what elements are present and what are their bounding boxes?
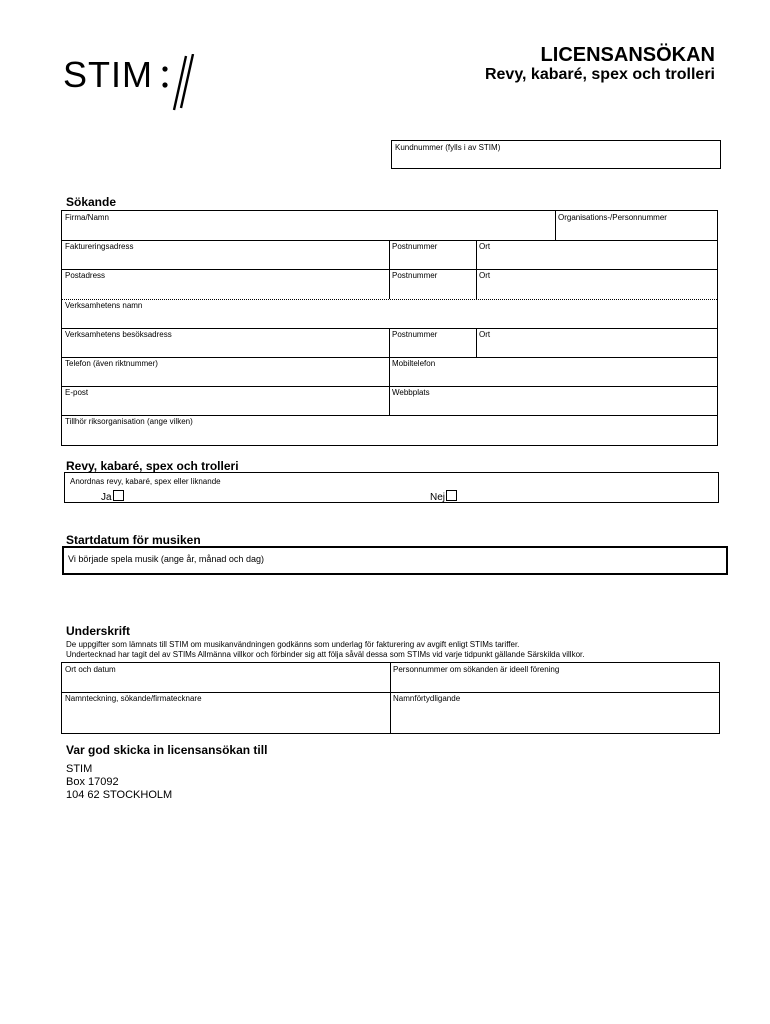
yes-label: Ja bbox=[101, 492, 112, 503]
signature-terms-text-1: De uppgifter som lämnats till STIM om musikanvändningen godkänns som underlag för fakturering av avgift enligt STIMs tariffer. bbox=[66, 640, 520, 649]
postal-address-label: Postadress bbox=[65, 271, 106, 280]
yes-checkbox[interactable] bbox=[113, 490, 124, 501]
website-label: Webbplats bbox=[392, 388, 430, 397]
firm-name-label: Firma/Namn bbox=[65, 213, 110, 222]
customer-number-field[interactable] bbox=[391, 140, 721, 169]
email-label: E-post bbox=[65, 388, 89, 397]
firm-name-field[interactable] bbox=[62, 211, 555, 240]
email-field[interactable] bbox=[62, 386, 389, 415]
logo-mark-icon bbox=[160, 54, 210, 114]
start-date-label: Vi började spela musik (ange år, månad och dag) bbox=[68, 554, 264, 564]
place-date-label: Ort och datum bbox=[65, 665, 116, 674]
mobile-field[interactable] bbox=[389, 357, 717, 386]
no-label: Nej bbox=[430, 492, 446, 503]
address-line-1: STIM bbox=[66, 763, 93, 775]
postal-address-field[interactable] bbox=[62, 269, 389, 299]
start-date-section-title: Startdatum för musiken bbox=[66, 533, 201, 547]
applicant-section-title: Sökande bbox=[66, 195, 117, 209]
signature-terms-text-2: Undertecknad har tagit del av STIMs Allmänna villkor och förbinder sig att följa såväl dessa som STIMs vid varje tidpunkt gällande Särskilda villkor. bbox=[66, 650, 585, 659]
person-number-field[interactable] bbox=[390, 663, 719, 692]
mobile-label: Mobiltelefon bbox=[392, 359, 436, 368]
billing-postal-code-field[interactable] bbox=[389, 240, 476, 269]
visit-address-field[interactable] bbox=[62, 328, 389, 357]
applicant-form bbox=[61, 210, 718, 446]
name-clarification-label: Namnförtydligande bbox=[393, 694, 461, 703]
no-checkbox[interactable] bbox=[446, 490, 457, 501]
billing-city-field[interactable] bbox=[476, 240, 717, 269]
send-to-section-title: Var god skicka in licensansökan till bbox=[66, 743, 268, 757]
website-field[interactable] bbox=[389, 386, 717, 415]
name-clarification-field[interactable] bbox=[390, 692, 719, 733]
phone-label: Telefon (även riktnummer) bbox=[65, 359, 158, 368]
place-date-field[interactable] bbox=[62, 663, 390, 692]
postal-code-label: Postnummer bbox=[392, 271, 438, 280]
address-line-3: 104 62 STOCKHOLM bbox=[66, 789, 173, 801]
billing-address-field[interactable] bbox=[62, 240, 389, 269]
postal-code-label: Postnummer bbox=[392, 330, 438, 339]
signature-label: Namnteckning, sökande/firmatecknare bbox=[65, 694, 202, 703]
customer-number-label: Kundnummer (fylls i av STIM) bbox=[395, 143, 501, 152]
visit-address-label: Verksamhetens besöksadress bbox=[65, 330, 172, 339]
organization-label: Tillhör riksorganisation (ange vilken) bbox=[65, 417, 193, 426]
business-name-field[interactable] bbox=[62, 299, 717, 328]
city-label: Ort bbox=[479, 271, 491, 280]
organization-field[interactable] bbox=[62, 415, 717, 445]
org-number-field[interactable] bbox=[555, 211, 717, 240]
start-date-field[interactable] bbox=[62, 546, 728, 575]
person-number-label: Personnummer om sökanden är ideell förening bbox=[393, 665, 560, 674]
revue-question-label: Anordnas revy, kabaré, spex eller liknande bbox=[70, 477, 221, 486]
document-subtitle: Revy, kabaré, spex och trolleri bbox=[484, 66, 715, 83]
logo-text: STIM bbox=[63, 54, 153, 95]
billing-address-label: Faktureringsadress bbox=[65, 242, 134, 251]
revue-question-box bbox=[64, 472, 719, 503]
city-label: Ort bbox=[479, 242, 491, 251]
stim-logo bbox=[63, 50, 203, 110]
address-block bbox=[66, 763, 172, 802]
visit-city-field[interactable] bbox=[476, 328, 717, 357]
postal-postal-code-field[interactable] bbox=[389, 269, 476, 299]
address-line-2: Box 17092 bbox=[66, 776, 119, 788]
org-number-label: Organisations-/Personnummer bbox=[558, 213, 667, 222]
signature-field[interactable] bbox=[62, 692, 390, 733]
phone-field[interactable] bbox=[62, 357, 389, 386]
postal-city-field[interactable] bbox=[476, 269, 717, 299]
signature-form bbox=[61, 662, 720, 734]
document-title: LICENSANSÖKAN bbox=[540, 44, 715, 66]
yes-option[interactable] bbox=[101, 490, 124, 503]
signature-section-title: Underskrift bbox=[66, 624, 131, 638]
postal-code-label: Postnummer bbox=[392, 242, 438, 251]
visit-postal-code-field[interactable] bbox=[389, 328, 476, 357]
no-option[interactable] bbox=[430, 490, 457, 503]
revue-section-title: Revy, kabaré, spex och trolleri bbox=[66, 459, 239, 473]
business-name-label: Verksamhetens namn bbox=[65, 301, 143, 310]
city-label: Ort bbox=[479, 330, 491, 339]
